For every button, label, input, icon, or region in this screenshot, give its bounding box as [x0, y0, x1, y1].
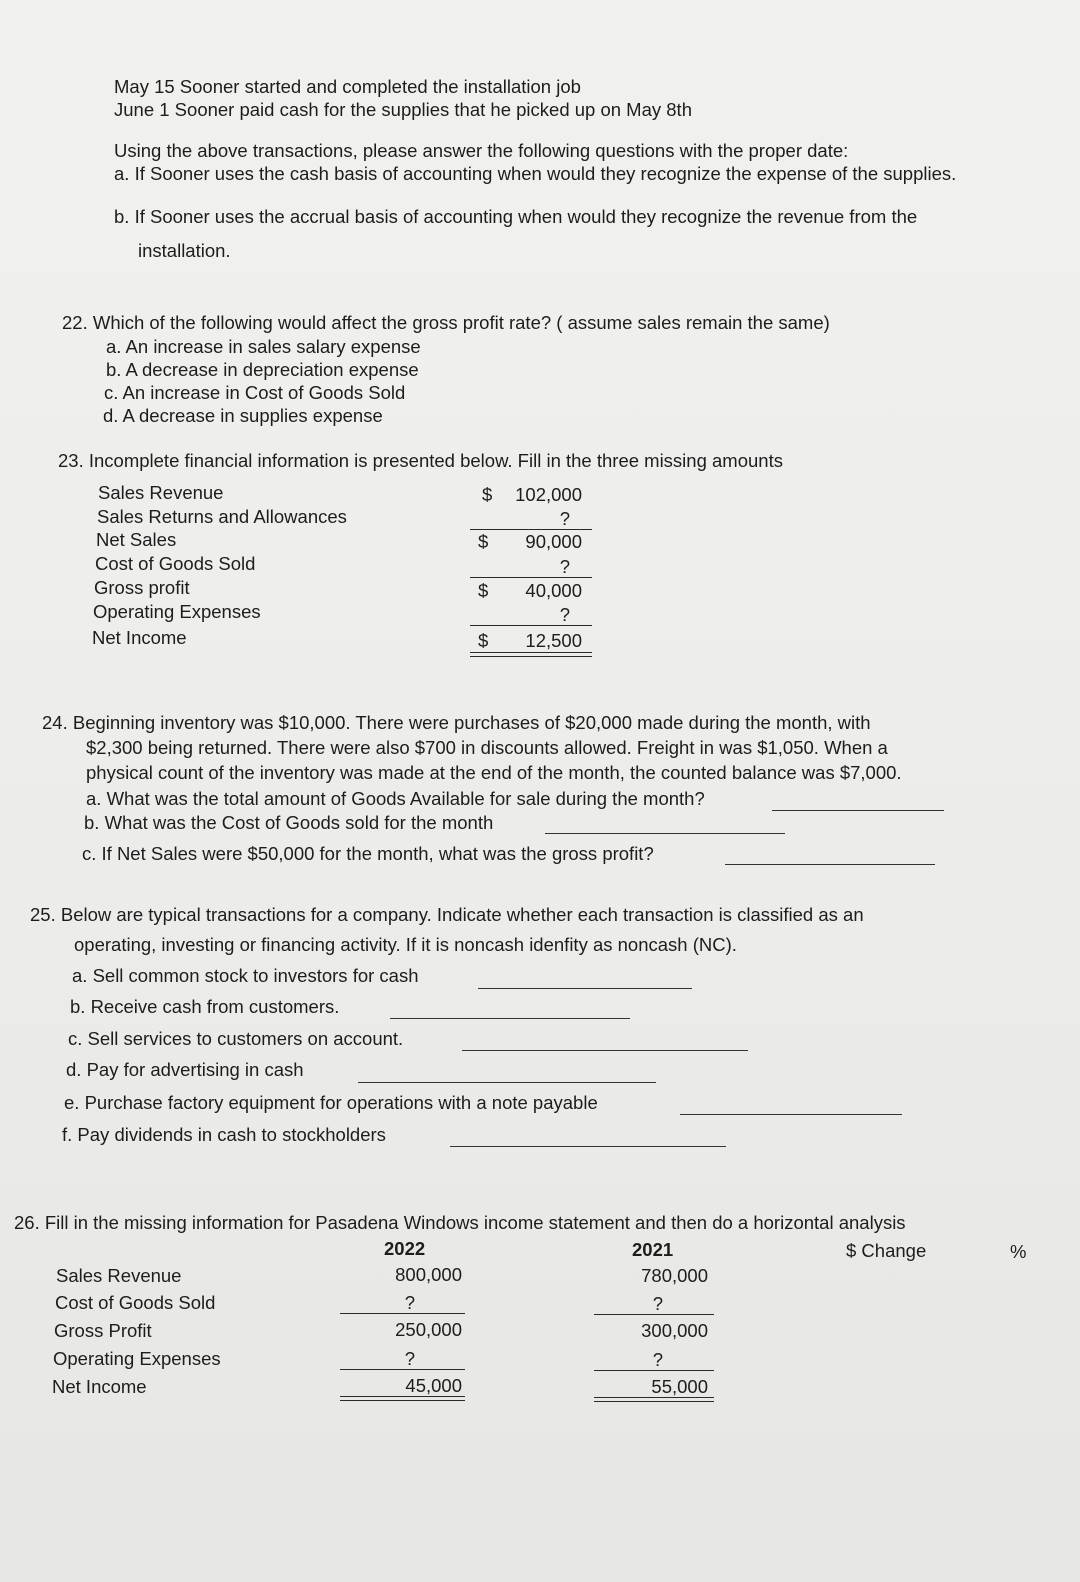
q23-row-currency: $: [478, 630, 489, 651]
q26-row-label: Cost of Goods Sold: [55, 1292, 216, 1313]
q25-answer-c-blank[interactable]: [462, 1050, 748, 1051]
intro-question-b-cont: installation.: [138, 240, 231, 261]
q23-row-value: 90,000: [525, 531, 582, 552]
q24-question-b: b. What was the Cost of Goods sold for the month: [84, 812, 494, 833]
q26-row-2021: 55,000: [651, 1376, 708, 1397]
q26-stem: 26. Fill in the missing information for Pasadena Windows income statement and then do a horizontal analysis: [14, 1212, 906, 1233]
q23-row-currency: $: [482, 484, 493, 505]
q23-row-value: ?: [559, 604, 570, 625]
q22-stem: 22. Which of the following would affect the gross profit rate? ( assume sales remain the same): [62, 312, 830, 333]
q23-row-label: Net Sales: [96, 529, 177, 550]
q23-row-label: Operating Expenses: [93, 601, 261, 622]
q22-option-b: b. A decrease in depreciation expense: [106, 359, 419, 380]
q26-underline-2021: [594, 1370, 714, 1371]
q23-row-currency: $: [478, 580, 489, 601]
q24-question-a: a. What was the total amount of Goods Available for sale during the month?: [86, 788, 705, 809]
q23-row-value: 40,000: [525, 580, 582, 601]
q26-header-change: $ Change: [846, 1240, 927, 1261]
q24-question-c: c. If Net Sales were $50,000 for the month, what was the gross profit?: [82, 843, 654, 864]
q24-answer-c-blank[interactable]: [725, 864, 935, 865]
transaction-june1: June 1 Sooner paid cash for the supplies that he picked up on May 8th: [114, 99, 692, 120]
q26-header-pct: %: [1010, 1241, 1027, 1262]
q22-option-c: c. An increase in Cost of Goods Sold: [104, 382, 406, 403]
q25-item-a: a. Sell common stock to investors for cash: [72, 965, 419, 986]
q26-row-2022: 45,000: [405, 1375, 462, 1396]
q23-row-currency: $: [478, 531, 489, 552]
q23-underline: [470, 529, 592, 530]
q26-row-2022: 250,000: [395, 1319, 462, 1340]
q25-item-b: b. Receive cash from customers.: [70, 996, 340, 1017]
intro-question-a: a. If Sooner uses the cash basis of accounting when would they recognize the expense of the supplies.: [114, 163, 957, 184]
q26-row-label: Gross Profit: [54, 1320, 152, 1341]
q26-row-2022: ?: [404, 1348, 415, 1369]
q23-underline: [470, 577, 592, 578]
q25-item-f: f. Pay dividends in cash to stockholders: [62, 1124, 386, 1145]
q26-header-2021: 2021: [632, 1239, 674, 1260]
q23-row-value: 102,000: [515, 484, 582, 505]
q26-row-2021: 780,000: [641, 1265, 708, 1286]
intro-question-b: b. If Sooner uses the accrual basis of accounting when would they recognize the revenue from the: [114, 206, 918, 227]
q26-underline-2022: [340, 1369, 465, 1370]
q26-row-2021: 300,000: [641, 1320, 708, 1341]
q26-row-2022: 800,000: [395, 1264, 462, 1285]
q25-answer-e-blank[interactable]: [680, 1114, 902, 1115]
q24-line1: 24. Beginning inventory was $10,000. There were purchases of $20,000 made during the month, with: [42, 712, 871, 733]
q24-line2: $2,300 being returned. There were also $700 in discounts allowed. Freight in was $1,050. When a: [86, 737, 888, 758]
intro-prompt: Using the above transactions, please answer the following questions with the proper date:: [114, 140, 849, 161]
q25-answer-d-blank[interactable]: [358, 1082, 656, 1083]
q26-row-2021: ?: [652, 1349, 663, 1370]
q26-double-underline-2022: [340, 1396, 465, 1401]
q22-option-d: d. A decrease in supplies expense: [103, 405, 383, 426]
q25-item-e: e. Purchase factory equipment for operations with a note payable: [64, 1092, 598, 1113]
q22-option-a: a. An increase in sales salary expense: [106, 336, 421, 357]
q23-stem: 23. Incomplete financial information is presented below. Fill in the three missing amounts: [58, 450, 783, 471]
q24-answer-b-blank[interactable]: [545, 833, 785, 834]
transaction-may15: May 15 Sooner started and completed the installation job: [114, 76, 581, 97]
q26-row-label: Operating Expenses: [53, 1348, 221, 1369]
q25-item-c: c. Sell services to customers on account.: [68, 1028, 404, 1049]
q23-underline: [470, 625, 592, 626]
q23-row-label: Cost of Goods Sold: [95, 553, 256, 574]
q25-answer-a-blank[interactable]: [478, 988, 692, 989]
q25-item-d: d. Pay for advertising in cash: [66, 1059, 304, 1080]
q24-answer-a-blank[interactable]: [772, 810, 944, 811]
q26-row-2021: ?: [652, 1293, 663, 1314]
q26-underline-2021: [594, 1314, 714, 1315]
q25-line1: 25. Below are typical transactions for a company. Indicate whether each transaction is classified as an: [30, 904, 864, 925]
q26-double-underline-2021: [594, 1397, 714, 1402]
q23-row-label: Gross profit: [94, 577, 190, 598]
q23-row-label: Sales Returns and Allowances: [97, 506, 347, 527]
q23-row-value: ?: [559, 556, 570, 577]
q23-row-value: ?: [559, 508, 570, 529]
q24-line3: physical count of the inventory was made at the end of the month, the counted balance was $7,000.: [86, 762, 902, 783]
q26-row-label: Sales Revenue: [56, 1265, 182, 1286]
q26-underline-2022: [340, 1313, 465, 1314]
q26-header-2022: 2022: [384, 1238, 426, 1259]
q26-row-2022: ?: [404, 1292, 415, 1313]
q23-double-underline: [470, 652, 592, 657]
q25-line2: operating, investing or financing activity. If it is noncash idenfity as noncash (NC).: [74, 934, 737, 955]
q23-row-label: Net Income: [92, 627, 187, 648]
q26-row-label: Net Income: [52, 1376, 147, 1397]
q23-row-value: 12,500: [525, 630, 582, 651]
q25-answer-b-blank[interactable]: [390, 1018, 630, 1019]
q23-row-label: Sales Revenue: [98, 482, 224, 503]
q25-answer-f-blank[interactable]: [450, 1146, 726, 1147]
